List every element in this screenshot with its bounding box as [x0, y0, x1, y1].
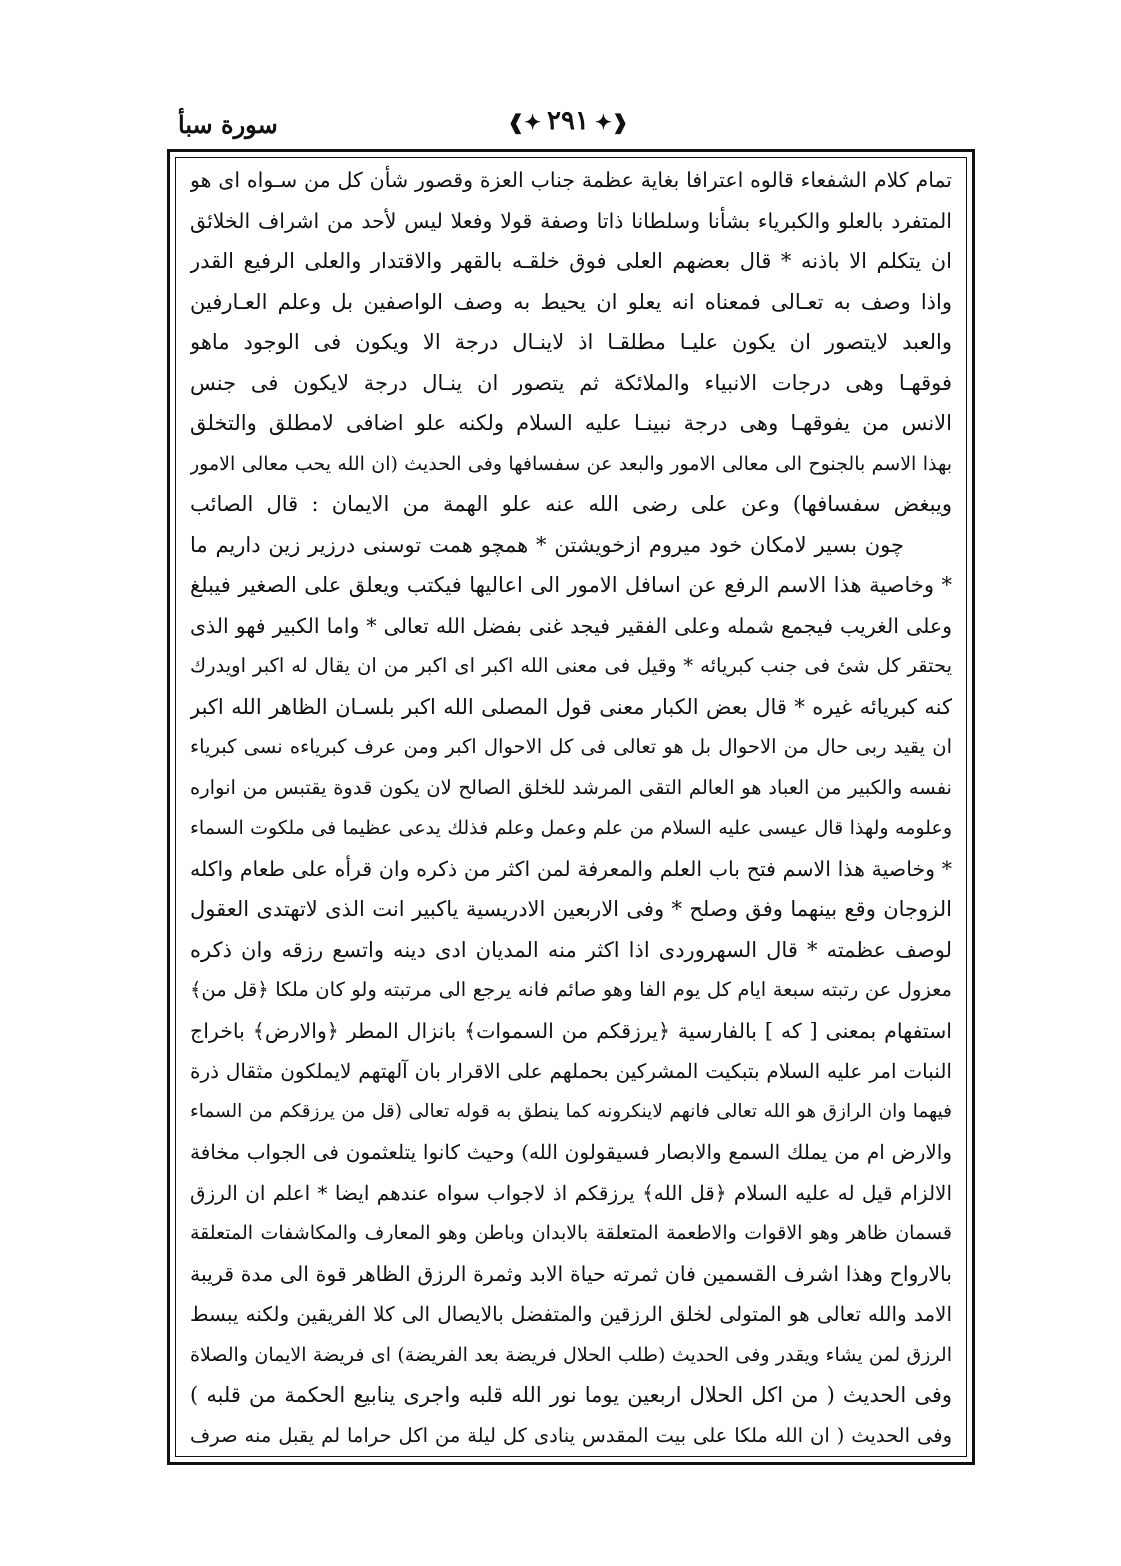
text-line: فوقهـا وهى درجات الانبياء والملائكة ثم يتصور ان ينـال درجة لايكون فى جنس [190, 370, 952, 395]
text-line: الزوجان وقع بينهما وفق وصلح * وفى الاربعين الادريسية ياكبير انت الذى لاتهتدى العقول [190, 897, 952, 921]
text-line: بالارواح وهذا اشرف القسمين فان ثمرته حياة الابد وثمرة الرزق الظاهر قوة الى مدة قريبة [190, 1261, 952, 1286]
text-line: ويبغض سفسافها) وعن على رضى الله عنه علو الهمة من الايمان : قال الصائب [190, 492, 952, 516]
page-number: ٢٩١ [547, 106, 589, 136]
text-line: وفى الحديث ( ان الله ملكا على بيت المقدس ينادى كل ليلة من اكل حراما لم يقبل منه صرف [190, 1423, 952, 1447]
text-line: * وخاصية هذا الاسم الرفع عن اسافل الامور الى اعاليها فيكتب ويعلق على الصغير فيبلغ [190, 573, 952, 597]
text-line: واذا وصف به تعـالى فمعناه انه يعلو ان يحيط به وصف الواصفين بل وعلم العـارفين [190, 289, 952, 314]
text-line: * وخاصية هذا الاسم فتح باب العلم والمعرفة لمن اكثر من ذكره وان قرأه على طعام واكله [190, 856, 952, 881]
text-line: قسمان ظاهر وهو الاقوات والاطعمة المتعلقة بالابدان وباطن وهو المعارف والمكاشفات المتعلقة [190, 1222, 952, 1244]
text-line: فيهما وان الرازق هو الله تعالى فانهم لاينكرونه كما ينطق به قوله تعالى (قل من يرزقكم من السماء [190, 1100, 952, 1122]
text-line: الامد والله تعالى هو المتولى لخلق الرزقين والمتفضل بالايصال الى كلا الفريقين ولكنه يبسط [190, 1302, 952, 1326]
text-line: وعلى الغريب فيجمع شمله وعلى الفقير فيجد غنى بفضل الله تعالى * واما الكبير فهو الذى [190, 613, 952, 638]
text-line: الالزام قيل له عليه السلام ﴿قل الله﴾ يرزقكم اذ لاجواب سواه عندهم ايضا * اعلم ان الرزق [190, 1180, 952, 1205]
text-line: ان يتكلم الا باذنه * قال بعضهم العلى فوق خلقـه بالقهر والاقتدار والعلى الرفيع القدر [190, 249, 952, 273]
text-line: كنه كبريائه غيره * قال بعض الكبار معنى قول المصلى الله اكبر بلسـان الظاهر الله اكبر [190, 694, 952, 719]
left-ornament-icon: ❰✦ [507, 110, 542, 134]
text-line: لوصف عظمته * قال السهروردى اذا اكثر منه المديان ادى دينه واتسع رزقه وان ذكره [190, 937, 952, 962]
page-header [178, 106, 966, 142]
text-line: المتفرد بالعلو والكبرياء بشأنا وسلطانا ذاتا وصفة قولا وفعلا ليس لأحد من اشراف الخلائق [190, 208, 952, 233]
text-line: بهذا الاسم بالجنوح الى معالى الامور والبعد عن سفسافها وفى الحديث (ان الله يحب معالى الامور [190, 452, 952, 475]
page-number-block [468, 106, 668, 136]
right-ornament-icon: ✦❱ [594, 110, 629, 134]
text-line: الرزق لمن يشاء ويقدر وفى الحديث (طلب الحلال فريضة بعد الفريضة) اى فريضة الايمان والصلاة [190, 1343, 952, 1366]
text-line: وعلومه ولهذا قال عيسى عليه السلام من علم وعمل وعلم فذلك يدعى عظيما فى ملكوت السماء [190, 817, 952, 839]
surah-name: سورة سبأ [178, 110, 278, 139]
text-line: النبات امر عليه السلام بتبكيت المشركين بحملهم على الاقرار بان آلهتهم لايملكون مثقال ذرة [190, 1059, 952, 1083]
text-line: استفهام بمعنى [ كه ] بالفارسية ﴿يرزقكم من السموات﴾ بانزال المطر ﴿والارض﴾ باخراج [190, 1018, 952, 1043]
text-line: وفى الحديث ( من اكل الحلال اربعين يوما نور الله قلبه واجرى ينابيع الحكمة من قلبه ) [190, 1383, 952, 1407]
poem-line: چون بسير لامكان خود ميروم ازخويشتن * همچو همت توسنى درزير زين داريم ما [190, 532, 904, 557]
text-line: ان يقيد ربى حال من الاحوال بل هو تعالى فى كل الاحوال اكبر ومن عرف كبرياءه نسى كبرياء [190, 735, 952, 758]
text-line: يحتقر كل شئ فى جنب كبريائه * وقيل فى معنى الله اكبر اى اكبر من ان يقال له اكبر اويدرك [190, 654, 952, 677]
text-line: والارض ام من يملك السمع والابصار فسيقولون الله) وحيث كانوا يتلعثمون فى الجواب مخافة [190, 1140, 952, 1164]
text-body [190, 160, 952, 1450]
text-line: والعبد لايتصور ان يكون عليـا مطلقـا اذ لاينـال درجة الا ويكون فى الوجود ماهو [190, 330, 952, 354]
text-line: نفسه والكبير من العباد هو العالم التقى المرشد للخلق الصالح لان يكون قدوة يقتبس من انواره [190, 775, 952, 799]
text-line: الانس من يفوقهـا وهى درجة نبينـا عليه السلام ولكنه علو اضافى لامطلق والتخلق [190, 411, 952, 435]
text-line: تمام كلام الشفعاء قالوه اعترافا بغاية عظمة جناب العزة وقصور شأن كل من سـواه اى هو [190, 168, 952, 192]
text-line: معزول عن رتبته سبعة ايام كل يوم الفا وهو صائم فانه يرجع الى مرتبته ولو كان ملكا ﴿قل من﴾ [190, 978, 952, 1001]
